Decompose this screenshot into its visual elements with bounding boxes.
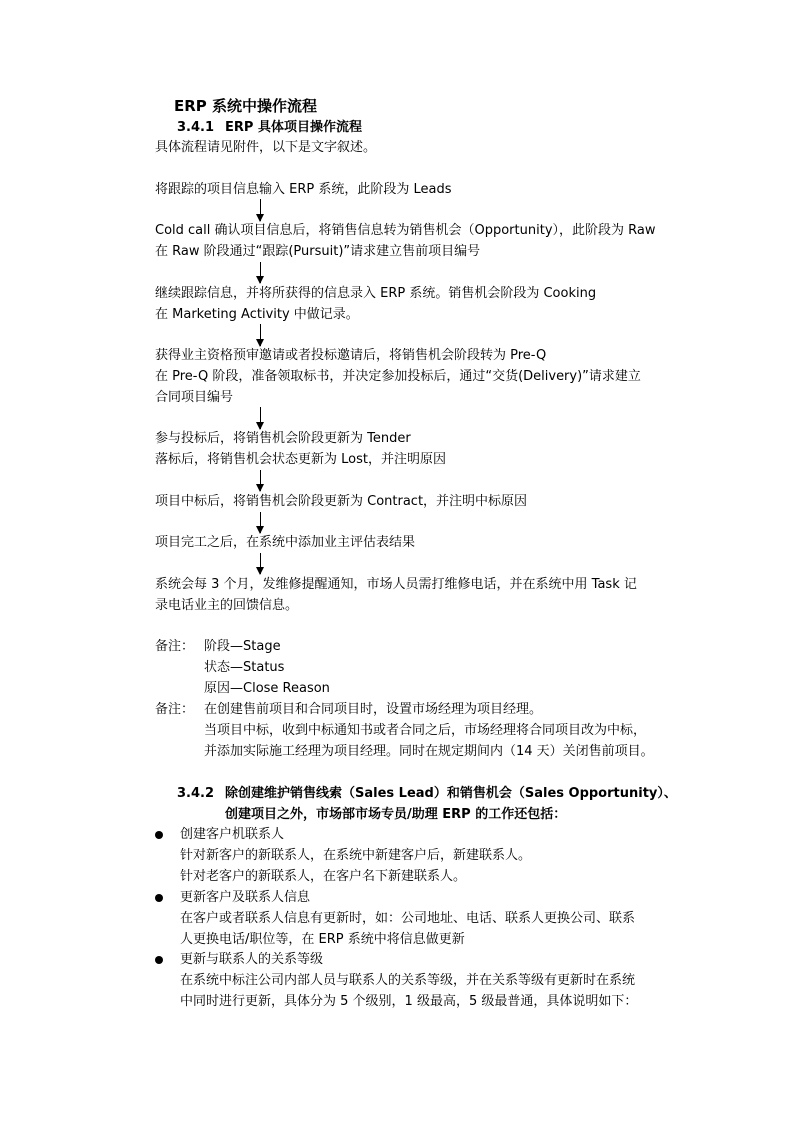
note-project-manager: 在创建售前项目和合同项目时，设置市场经理为项目经理。: [204, 702, 543, 717]
flow-arrow-down-icon: [260, 262, 261, 283]
flow-step-pursuit: 在 Raw 阶段通过“跟踪(Pursuit)”请求建立售前项目编号: [155, 244, 481, 259]
flow-step-tender: 参与投标后，将销售机会阶段更新为 Tender: [155, 431, 411, 446]
flow-arrow-down-icon: [260, 553, 261, 574]
intro-text: 具体流程请见附件，以下是文字叙述。: [155, 140, 377, 155]
page-title: ERP 系统中操作流程: [174, 97, 318, 115]
note-stage: 阶段—Stage: [204, 639, 281, 654]
bullet-icon: [155, 894, 163, 902]
flow-step-marketing-activity: 在 Marketing Activity 中做记录。: [155, 307, 359, 322]
flow-arrow-down-icon: [260, 407, 261, 429]
bullet-text: 针对新客户的新联系人，在系统中新建客户后，新建联系人。: [180, 848, 532, 863]
bullet-icon: [155, 831, 163, 839]
bullet-icon: [155, 956, 163, 964]
note-award: 当项目中标，收到中标通知书或者合同之后，市场经理将合同项目改为中标，: [204, 723, 647, 738]
bullet-heading: 创建客户机联系人: [180, 827, 285, 842]
note-close-presale: 并添加实际施工经理为项目经理。同时在规定期间内（14 天）关闭售前项目。: [204, 744, 654, 759]
flow-step-delivery: 在 Pre-Q 阶段，准备领取标书，并决定参加投标后，通过“交货(Delivery)”请求建立: [155, 369, 641, 384]
bullet-heading: 更新与联系人的关系等级: [180, 952, 324, 967]
flow-step-maintenance: 系统会每 3 个月，发维修提醒通知，市场人员需打维修电话，并在系统中用 Task 记: [155, 577, 637, 592]
bullet-text: 中同时进行更新，具体分为 5 个级别，1 级最高，5 级最普通，具体说明如下：: [180, 994, 638, 1009]
flow-arrow-down-icon: [260, 470, 261, 491]
bullet-text: 针对老客户的新联系人，在客户名下新建联系人。: [180, 869, 467, 884]
bullet-heading: 更新客户及联系人信息: [180, 890, 311, 905]
flow-step-contract: 项目中标后，将销售机会阶段更新为 Contract，并注明中标原因: [155, 494, 528, 509]
section-3-4-2-number: 3.4.2: [177, 786, 215, 801]
flow-step-evaluation: 项目完工之后，在系统中添加业主评估表结果: [155, 535, 416, 550]
flow-arrow-down-icon: [260, 199, 261, 221]
flow-step-feedback: 录电话业主的回馈信息。: [155, 598, 299, 613]
note-status: 状态—Status: [204, 660, 285, 675]
note-close-reason: 原因—Close Reason: [204, 681, 330, 696]
bullet-text: 在系统中标注公司内部人员与联系人的关系等级，并在关系等级有更新时在系统: [180, 973, 636, 988]
section-3-4-1-title: ERP 具体项目操作流程: [225, 120, 362, 135]
note-label: 备注：: [155, 639, 195, 654]
flow-step-lost: 落标后，将销售机会状态更新为 Lost，并注明原因: [155, 452, 446, 467]
bullet-text: 在客户或者联系人信息有更新时，如：公司地址、电话、联系人更换公司、联系: [180, 911, 636, 926]
flow-arrow-down-icon: [260, 512, 261, 533]
section-3-4-2-title-cont: 创建项目之外，市场部市场专员/助理 ERP 的工作还包括：: [225, 807, 567, 822]
flow-step-leads: 将跟踪的项目信息输入 ERP 系统，此阶段为 Leads: [155, 182, 452, 197]
flow-step-contract-number: 合同项目编号: [155, 390, 234, 405]
flow-step-cooking: 继续跟踪信息，并将所获得的信息录入 ERP 系统。销售机会阶段为 Cooking: [155, 286, 597, 301]
flow-arrow-down-icon: [260, 324, 261, 346]
flow-step-opportunity: Cold call 确认项目信息后，将销售信息转为销售机会（Opportunity），此阶段为 Raw: [155, 223, 656, 238]
section-3-4-1-number: 3.4.1: [177, 120, 215, 135]
bullet-text: 人更换电话/职位等，在 ERP 系统中将信息做更新: [180, 932, 465, 947]
note-label: 备注：: [155, 702, 195, 717]
section-3-4-2-title: 除创建维护销售线索（Sales Lead）和销售机会（Sales Opportunity）、: [225, 786, 677, 801]
flow-step-pre-q: 获得业主资格预审邀请或者投标邀请后，将销售机会阶段转为 Pre-Q: [155, 348, 547, 363]
